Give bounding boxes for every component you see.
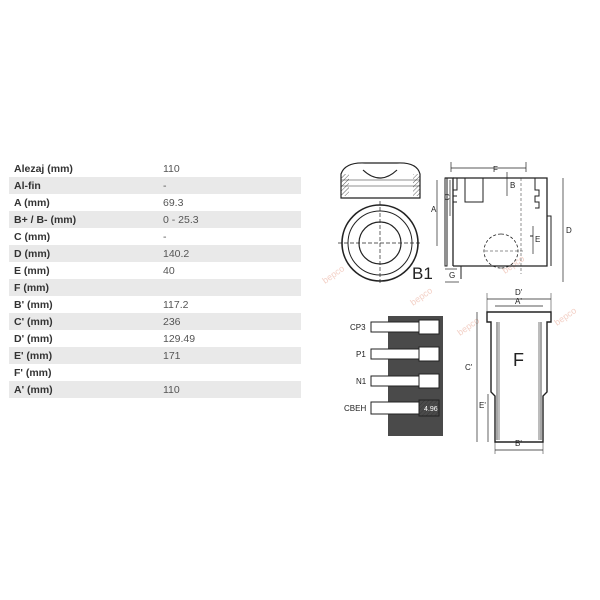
spec-value: 110 xyxy=(163,383,180,396)
spec-key: D' (mm) xyxy=(14,332,53,345)
dim-label-d: D xyxy=(566,226,572,235)
spec-value: 40 xyxy=(163,264,175,277)
ring-value: 2.44 xyxy=(424,352,438,359)
spec-row xyxy=(9,211,301,228)
svg-text:bepco: bepco xyxy=(500,253,527,276)
ring-value: 4.96 xyxy=(424,406,438,413)
spec-value: - xyxy=(163,179,167,192)
piston-rings xyxy=(371,316,443,436)
spec-value: 236 xyxy=(163,315,181,328)
spec-key: B' (mm) xyxy=(14,298,53,311)
dim-label-b: B xyxy=(510,181,516,190)
spec-row xyxy=(9,347,301,364)
svg-text:bepco: bepco xyxy=(455,315,482,338)
spec-table xyxy=(9,160,301,398)
spec-value: 0 - 25.3 xyxy=(163,213,199,226)
spec-row xyxy=(9,364,301,381)
spec-row xyxy=(9,245,301,262)
spec-key: Alezaj (mm) xyxy=(14,162,73,175)
spec-row xyxy=(9,296,301,313)
spec-key: A' (mm) xyxy=(14,383,53,396)
ring-name: CBEH xyxy=(344,404,367,413)
dim-label-c-prime: C' xyxy=(465,363,473,372)
ring-name: CP3 xyxy=(350,323,366,332)
spec-value: 171 xyxy=(163,349,181,362)
spec-value: 110 xyxy=(163,162,180,175)
piston-code-label: B1 xyxy=(412,264,433,283)
dim-label-b-prime: B' xyxy=(515,439,522,448)
spec-row xyxy=(9,313,301,330)
spec-row xyxy=(9,381,301,398)
ring-value: 2.44 xyxy=(424,325,438,332)
spec-key: F (mm) xyxy=(14,281,49,294)
spec-value: - xyxy=(163,230,167,243)
dim-label-f: F xyxy=(493,165,498,174)
spec-key: D (mm) xyxy=(14,247,51,260)
spec-row xyxy=(9,228,301,245)
spec-row xyxy=(9,330,301,347)
piston-section-view xyxy=(437,162,563,282)
spec-row xyxy=(9,194,301,211)
svg-text:bepco: bepco xyxy=(320,263,347,286)
piston-side-view xyxy=(341,163,420,198)
spec-row xyxy=(9,262,301,279)
spec-key: C (mm) xyxy=(14,230,51,243)
spec-key: B+ / B- (mm) xyxy=(14,213,77,226)
dim-label-a-prime: A' xyxy=(515,297,522,306)
spec-value: 69.3 xyxy=(163,196,184,209)
spec-key: F' (mm) xyxy=(14,366,52,379)
spec-row xyxy=(9,177,301,194)
spec-value: 129.49 xyxy=(163,332,196,345)
technical-drawing xyxy=(320,156,590,448)
cylinder-liner xyxy=(477,293,551,454)
ring-value: 2.44 xyxy=(424,379,438,386)
spec-row xyxy=(9,160,301,177)
spec-key: C' (mm) xyxy=(14,315,53,328)
spec-value: 140.2 xyxy=(163,247,190,260)
liner-code-label: F xyxy=(513,350,524,370)
spec-row xyxy=(9,279,301,296)
spec-key: E' (mm) xyxy=(14,349,53,362)
spec-value: 117.2 xyxy=(163,298,189,311)
piston-top-view xyxy=(338,201,422,285)
ring-name: N1 xyxy=(356,377,367,386)
dim-label-e-prime: E' xyxy=(479,401,486,410)
dim-label-e: E xyxy=(535,235,541,244)
svg-text:bepco: bepco xyxy=(552,305,579,328)
svg-text:bepco: bepco xyxy=(408,285,435,308)
dim-label-a: A xyxy=(431,205,437,214)
ring-name: P1 xyxy=(356,350,366,359)
spec-key: Al-fin xyxy=(14,179,41,192)
dim-label-d-prime: D' xyxy=(515,288,523,297)
spec-key: A (mm) xyxy=(14,196,50,209)
spec-key: E (mm) xyxy=(14,264,50,277)
dim-label-g: G xyxy=(449,271,456,280)
dim-label-c: C xyxy=(444,193,450,202)
